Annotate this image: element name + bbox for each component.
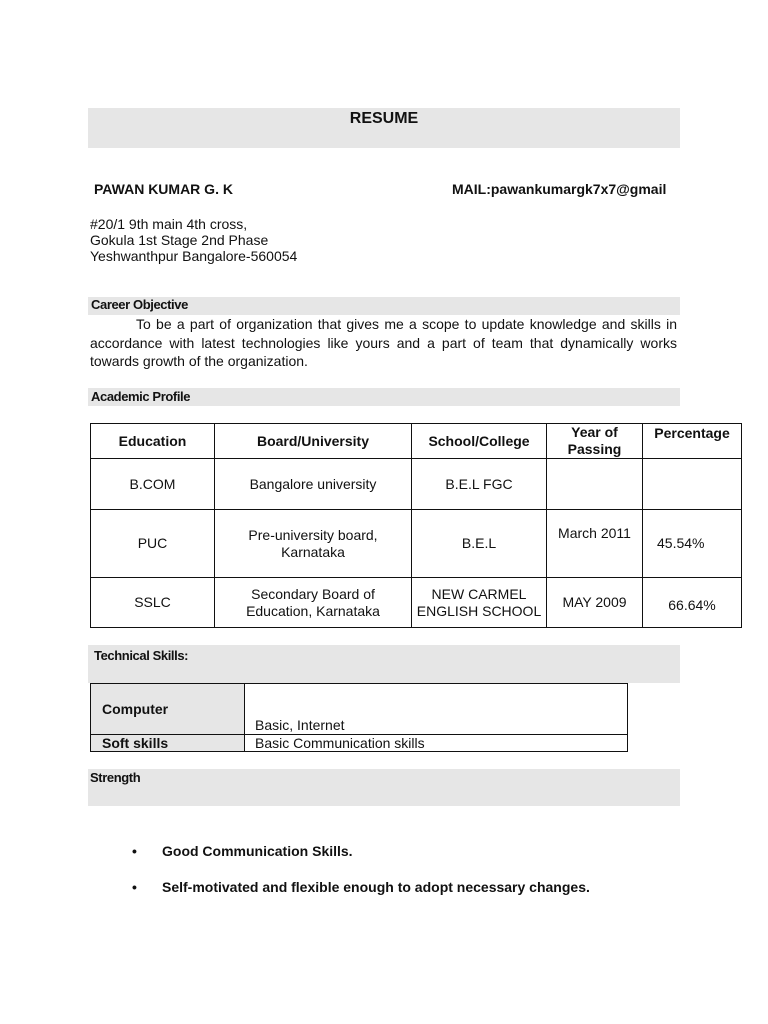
- table-row: [91, 578, 742, 628]
- cell-board: Bangalore university: [215, 459, 412, 510]
- skill-label: Computer: [91, 684, 245, 735]
- candidate-mail: MAIL:pawankumargk7x7@gmail: [452, 181, 667, 197]
- skill-value: Basic Communication skills: [245, 735, 628, 752]
- skills-table: [90, 683, 628, 752]
- strength-bar: [88, 769, 680, 806]
- table-row: [91, 735, 628, 752]
- col-year: Year of Passing: [547, 424, 643, 459]
- academic-profile-heading: Academic Profile: [91, 389, 191, 404]
- resume-title: RESUME: [349, 110, 419, 127]
- cell-school: B.E.L: [412, 510, 547, 578]
- table-row: [91, 510, 742, 578]
- strength-item-text: Self-motivated and flexible enough to adopt necessary changes.: [162, 879, 590, 895]
- cell-school: NEW CARMEL ENGLISH SCHOOL: [412, 578, 547, 628]
- col-school: School/College: [412, 424, 547, 459]
- cell-year: [547, 459, 643, 510]
- academic-header-row: [91, 424, 742, 459]
- academic-table: [90, 423, 742, 628]
- cell-board: Secondary Board of Education, Karnataka: [215, 578, 412, 628]
- col-education: Education: [91, 424, 215, 459]
- table-row: [91, 459, 742, 510]
- career-objective-text: To be a part of organization that gives me a scope to update knowledge and skills in accordance with latest technologies like yours and a part of team that dynamically works towards growth of the organization.: [90, 316, 677, 369]
- cell-year: MAY 2009: [547, 578, 643, 628]
- cell-school: B.E.L FGC: [412, 459, 547, 510]
- cell-education: PUC: [91, 510, 215, 578]
- list-item: [130, 878, 590, 914]
- skill-label: Soft skills: [91, 735, 245, 752]
- strength-item-text: Good Communication Skills.: [162, 843, 353, 859]
- cell-education: B.COM: [91, 459, 215, 510]
- table-row: [91, 684, 628, 735]
- candidate-name: PAWAN KUMAR G. K: [94, 181, 233, 197]
- cell-percentage: 45.54%: [643, 510, 742, 578]
- address-line-3: Yeshwanthpur Bangalore-560054: [90, 248, 298, 264]
- cell-percentage: [643, 459, 742, 510]
- strength-list: [130, 842, 590, 914]
- career-objective-heading: Career Objective: [91, 297, 188, 312]
- address-line-2: Gokula 1st Stage 2nd Phase: [90, 232, 269, 248]
- cell-year: March 2011: [547, 510, 643, 578]
- cell-percentage: 66.64%: [643, 578, 742, 628]
- technical-skills-heading: Technical Skills:: [94, 648, 189, 663]
- cell-board: Pre-university board, Karnataka: [215, 510, 412, 578]
- strength-heading: Strength: [90, 770, 141, 785]
- address-line-1: #20/1 9th main 4th cross,: [90, 216, 248, 232]
- bullet-icon: •: [132, 879, 137, 895]
- bullet-icon: •: [132, 843, 137, 859]
- col-percentage: Percentage: [643, 424, 742, 459]
- list-item: [130, 842, 590, 878]
- skill-value: Basic, Internet: [245, 684, 628, 735]
- cell-education: SSLC: [91, 578, 215, 628]
- col-board: Board/University: [215, 424, 412, 459]
